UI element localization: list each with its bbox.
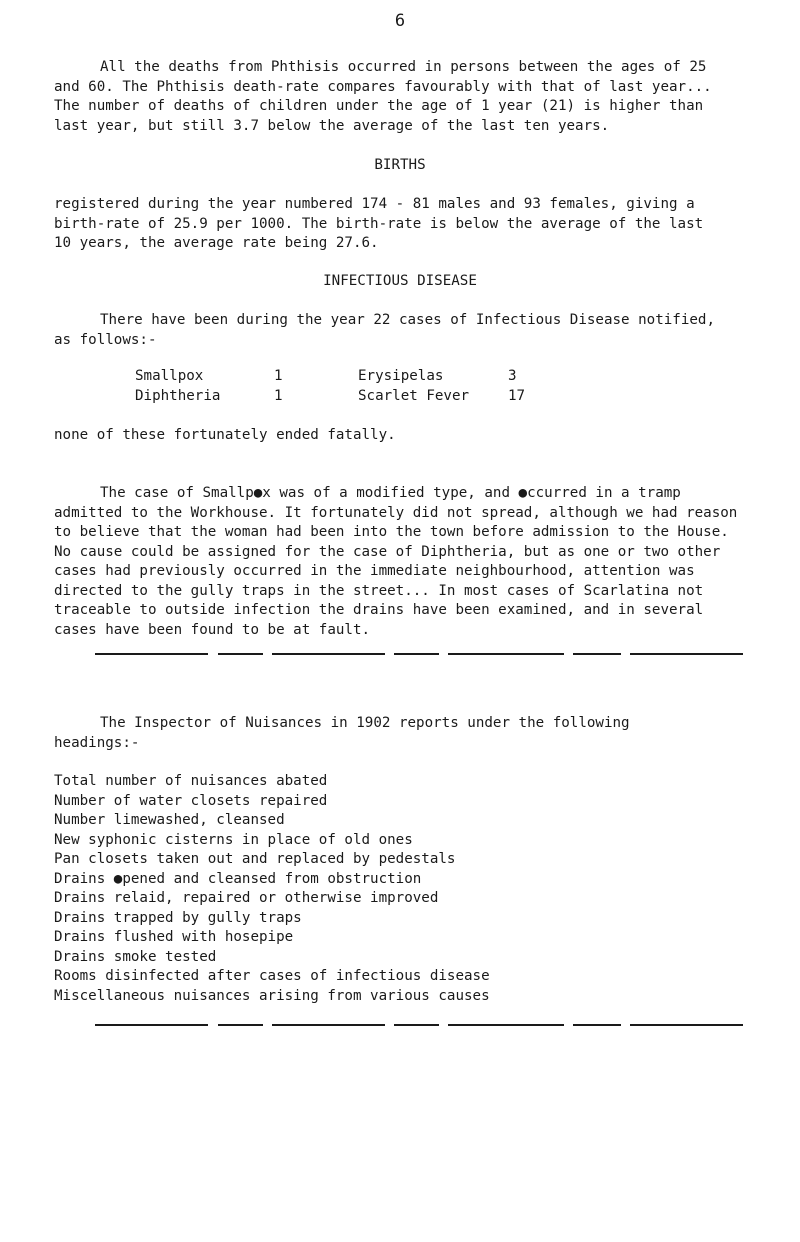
rule-segment — [394, 653, 439, 655]
rule-segment — [394, 1024, 439, 1026]
list-item: Rooms disinfected after cases of infectious disease — [54, 968, 490, 984]
text-line: All the deaths from Phthisis occurred in persons between the ages of 25 — [100, 59, 707, 75]
text-line: admitted to the Workhouse. It fortunately did not spread, although we had reason — [54, 504, 738, 521]
text-line: The number of deaths of children under the age of 1 year (21) is higher than — [54, 98, 704, 114]
infectious-intro — [54, 311, 794, 350]
text-line: registered during the year numbered 174 - 81 males and 93 females, giving a — [54, 196, 695, 212]
infectious-disease-heading: INFECTIOUS DISEASE — [323, 273, 477, 289]
list-item: Miscellaneous nuisances arising from various causes — [54, 987, 490, 1004]
rule-segment — [573, 1024, 621, 1026]
rule-segment — [272, 1024, 385, 1026]
text-line: The Inspector of Nuisances in 1902 reports under the following — [100, 715, 630, 731]
list-item: Drains trapped by gully traps — [54, 909, 302, 926]
text-line: cases have been found to be at fault. — [54, 621, 371, 638]
text-line: The case of Smallp●x was of a modified type, and ●ccurred in a tramp — [100, 485, 681, 501]
fatal-note: none of these fortunately ended fatally. — [54, 427, 396, 443]
rule-segment — [448, 1024, 564, 1026]
text-line: headings:- — [54, 734, 140, 751]
rule-segment — [95, 1024, 208, 1026]
text-line: and 60. The Phthisis death-rate compares favourably with that of last year... — [54, 78, 712, 95]
inspector-headings-list — [54, 772, 794, 1006]
text-line: last year, but still 3.7 below the average of the last ten years. — [54, 117, 610, 134]
text-line: cases had previously occurred in the immediate neighbourhood, attention was — [54, 563, 695, 579]
list-item: Drains flushed with hosepipe — [54, 929, 294, 945]
text-line: 10 years, the average rate being 27.6. — [54, 235, 379, 251]
rule-segment — [272, 653, 385, 655]
text-line: as follows:- — [54, 331, 157, 348]
rule-segment — [573, 653, 621, 655]
disease-count: 3 — [508, 368, 517, 384]
text-line: There have been during the year 22 cases of Infectious Disease notified, — [100, 312, 715, 328]
births-heading: BIRTHS — [374, 157, 426, 173]
rule-segment — [95, 653, 208, 655]
disease-name: Scarlet Fever — [358, 387, 470, 404]
list-item: Number of water closets repaired — [54, 792, 328, 809]
text-line: traceable to outside infection the drains have been examined, and in several — [54, 602, 704, 618]
disease-count: 17 — [508, 387, 526, 404]
rule-segment — [448, 653, 564, 655]
text-line: to believe that the woman had been into the town before admission to the House. — [54, 524, 729, 540]
disease-count: 1 — [274, 387, 283, 404]
list-item: Drains relaid, repaired or otherwise improved — [54, 890, 439, 906]
phthisis-paragraph — [54, 58, 794, 136]
rule-segment — [218, 1024, 263, 1026]
inspector-intro — [54, 714, 794, 753]
rule-segment — [630, 653, 743, 655]
text-line: No cause could be assigned for the case of Diphtheria, but as one or two other — [54, 543, 721, 560]
disease-name: Smallpox — [135, 368, 204, 384]
rule-segment — [218, 653, 263, 655]
list-item: Drains smoke tested — [54, 948, 217, 965]
list-item: Pan closets taken out and replaced by pedestals — [54, 851, 456, 867]
disease-name: Erysipelas — [358, 368, 444, 384]
births-paragraph — [54, 195, 794, 254]
disease-count: 1 — [274, 368, 283, 384]
table-row — [135, 387, 538, 407]
disease-name: Diphtheria — [135, 387, 221, 404]
table-row — [135, 367, 538, 387]
list-item: Total number of nuisances abated — [54, 773, 328, 789]
list-item: Drains ●pened and cleansed from obstruction — [54, 870, 422, 887]
list-item: Number limewashed, cleansed — [54, 812, 285, 828]
rule-segment — [630, 1024, 743, 1026]
text-line: directed to the gully traps in the street... In most cases of Scarlatina not — [54, 582, 704, 599]
case-paragraph — [54, 484, 794, 640]
page-number: 6 — [394, 11, 406, 31]
list-item: New syphonic cisterns in place of old ones — [54, 831, 413, 848]
disease-table — [135, 367, 538, 406]
text-line: birth-rate of 25.9 per 1000. The birth-rate is below the average of the last — [54, 215, 704, 232]
